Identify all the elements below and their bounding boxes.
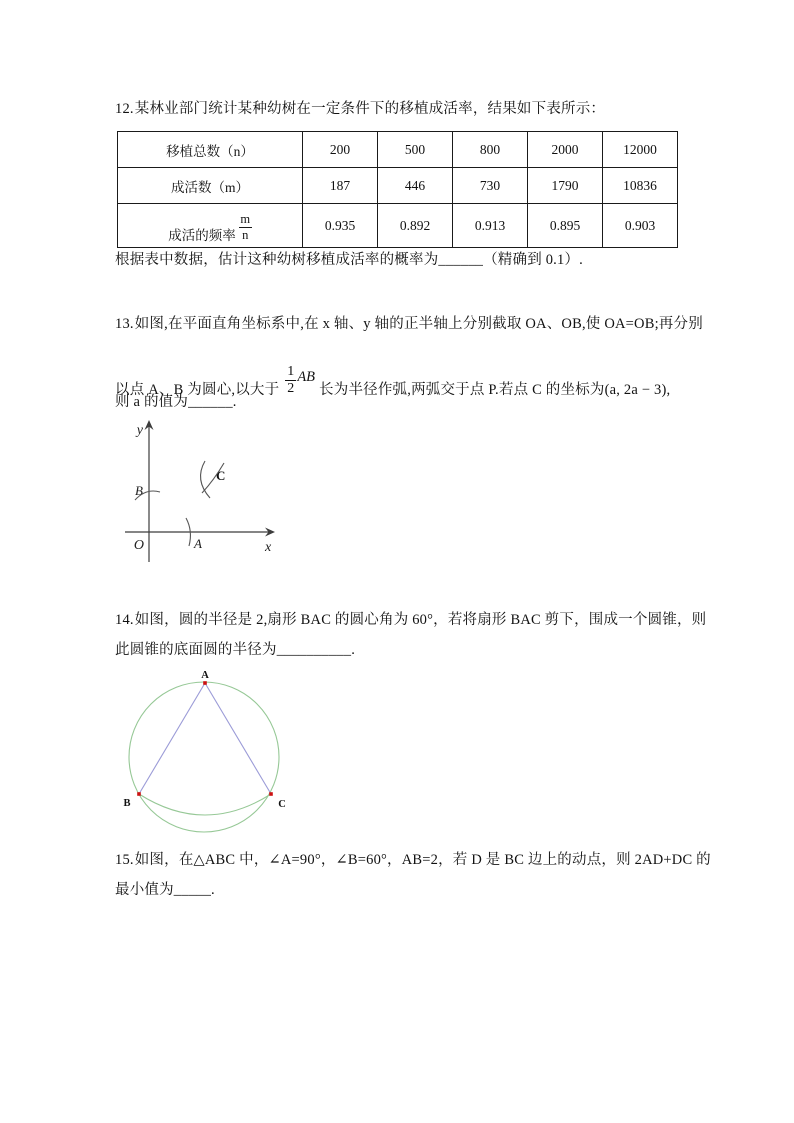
question-number: 14. [115,612,134,628]
question-text: 如图,在平面直角坐标系中,在 x 轴、y 轴的正半轴上分别截取 OA、OB,使 OA=OB;再分别 [134,316,703,332]
point-c-dot [269,792,273,796]
table-row [118,132,678,168]
table-cell: 446 [378,168,453,204]
row-label-cell: 移植总数（n） [118,132,303,168]
table-cell: 2000 [528,132,603,168]
fraction-numerator: m [240,212,251,226]
point-a-dot [203,681,207,685]
chord-ab [139,683,205,794]
q13-coordinate-figure [118,418,288,568]
point-b-label: B [135,483,143,498]
point-a-label: A [194,536,202,551]
point-c-label: C [216,468,226,483]
question-13-line1 [115,314,703,334]
question-15-line1 [115,850,711,870]
question-14-line1 [115,610,706,630]
question-text: 如图，圆的半径是 2,扇形 BAC 的圆心角为 60°，若将扇形 BAC 剪下，围成一个圆锥，则 [134,612,707,628]
table-cell: 500 [378,132,453,168]
table-cell: 0.913 [453,204,528,248]
survival-rate-table [117,131,678,248]
question-13-line3: 则 a 的值为______. [115,394,237,410]
point-c-label: C [278,799,286,810]
table-row [118,204,678,248]
chord-ac [205,683,271,794]
fraction-numerator: 1 [287,364,295,379]
question-text: 如图，在△ABC 中，∠A=90°，∠B=60°，AB=2，若 D 是 BC 边上的动点，则 2AD+DC 的 [134,852,711,868]
point-b-label: B [123,798,131,809]
question-12-footer: 根据表中数据，估计这种幼树移植成活率的概率为______（精确到 0.1）. [115,252,583,268]
table-cell: 1790 [528,168,603,204]
row-label-cell [118,204,303,248]
table-row [118,168,678,204]
one-half-fraction [285,364,296,397]
question-number: 15. [115,852,134,868]
m-over-n-fraction [239,213,252,242]
row-label-cell: 成活数（m） [118,168,303,204]
point-a-label: A [201,670,209,681]
table-cell: 0.895 [528,204,603,248]
point-b-dot [137,792,141,796]
question-12-intro [115,99,605,119]
segment-ab-label: AB [297,369,316,385]
circumscribed-circle [129,682,279,832]
table-cell: 0.935 [303,204,378,248]
table-cell: 187 [303,168,378,204]
question-text: 某林业部门统计某种幼树在一定条件下的移植成活率，结果如下表所示： [134,101,606,117]
fraction-denominator: n [242,228,249,242]
arc-bc [139,794,271,815]
fraction-denominator: 2 [287,381,295,396]
question-14-line2: 此圆锥的底面圆的半径为__________. [115,642,356,658]
table-cell: 0.903 [603,204,678,248]
x-axis-label: x [265,540,272,555]
y-axis-label: y [136,423,143,438]
q14-circle-figure [115,665,300,845]
question-number: 13. [115,316,134,332]
table-cell: 200 [303,132,378,168]
question-text: 以点 A、B 为圆心,以大于 [115,382,280,398]
table-cell: 730 [453,168,528,204]
origin-label: O [133,538,144,553]
table-cell: 800 [453,132,528,168]
table-cell: 10836 [603,168,678,204]
question-number: 12. [115,101,134,117]
question-15-line2: 最小值为_____. [115,882,215,898]
table-cell: 0.892 [378,204,453,248]
frequency-label: 成活的频率 [168,228,236,243]
table-cell: 12000 [603,132,678,168]
question-text: 长为半径作弧,两弧交于点 P.若点 C 的坐标为(a, 2a − 3), [319,382,671,398]
